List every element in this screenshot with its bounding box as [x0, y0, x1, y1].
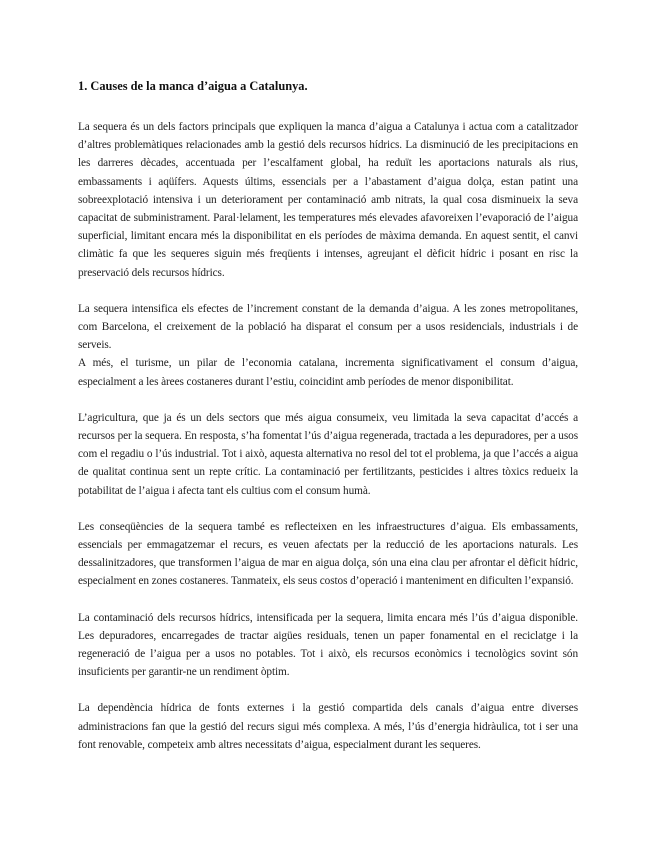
paragraph-infrastructure — [78, 518, 578, 591]
paragraph-text: La dependència hídrica de fonts externes i la gestió compartida dels canals d’aigua entre diverses administracions fan que la gestió del recurs sigui més complexa. A més, l’ús d’energia hidràulica, tot i ser una font renovable, competeix amb altres necessitats d’aigua, especialment durant les sequeres. — [78, 702, 578, 751]
paragraph-drought — [78, 118, 578, 282]
paragraph-dependency — [78, 699, 578, 754]
paragraph-contamination — [78, 609, 578, 682]
paragraph-agriculture — [78, 409, 578, 500]
paragraph-text: A més, el turisme, un pilar de l’economia catalana, incrementa significativament el consum d’aigua, especialment a les àrees costaneres durant l’estiu, coincidint amb períodes de menor disponibilitat. — [78, 357, 578, 388]
paragraph-demand — [78, 300, 578, 391]
paragraph-text: Les conseqüències de la sequera també es reflecteixen en les infraestructures d’aigua. Els embassaments, essencials per emmagatzemar el recurs, es veuen afectats per la reducció de les aportacions naturals. Les dessalinitzadores, que transformen l’aigua de mar en aigua dolça, són una eina clau per afrontar el dèficit hídric, especialment en zones costaneres. Tanmateix, els seus costos d’operació i manteniment en dificulten l’expansió. — [78, 520, 578, 588]
section-heading: 1. Causes de la manca d’aigua a Catalunya. — [78, 79, 308, 93]
paragraph-text: La sequera és un dels factors principals que expliquen la manca d’aigua a Catalunya i actua com a catalitzador d’altres problemàtiques relacionades amb la gestió dels recursos hídrics. La disminució de les precipitacions en les darreres dècades, accentuada per l’escalfament global, ha reduït les aportacions naturals als rius, embassaments i aqüífers. Aquests últims, essencials per a l’abastament d’aigua dolça, estan patint una sobreexplotació intensiva i un deteriorament per contaminació amb nitrats, la qual cosa disminueix la seva capacitat de subministrament. Paral·lelament, les temperatures més elevades afavoreixen l’evaporació de l’aigua superficial, limitant encara més la disponibilitat en els períodes de màxima demanda. En aquest sentit, el canvi climàtic fa que les sequeres siguin més freqüents i intenses, agreujant el dèficit hídric i posant en risc la preservació dels recursos hídrics. — [78, 121, 578, 279]
paragraph-text: L’agricultura, que ja és un dels sectors que més aigua consumeix, veu limitada la seva capacitat d’accés a recursos per la sequera. En resposta, s’ha fomentat l’ús d’aigua regenerada, tractada a les depuradores, per a usos com el regadiu o l’ús industrial. Tot i això, aquesta alternativa no resol del tot el problema, ja que l’accés a aigua de qualitat continua sent un repte crític. La contaminació per fertilitzants, pesticides i altres tòxics redueix la potabilitat de l’aigua i afecta tant els cultius com el consum humà. — [78, 411, 578, 497]
paragraph-text: La sequera intensifica els efectes de l’increment constant de la demanda d’aigua. A les zones metropolitanes, com Barcelona, el creixement de la població ha disparat el consum per a usos residencials, industrials i de serveis. — [78, 302, 578, 352]
paragraph-text: La contaminació dels recursos hídrics, intensificada per la sequera, limita encara més l’ús d’aigua disponible. Les depuradores, encarregades de tractar aigües residuals, tenen un paper fonamental en el reciclatge i la regeneració de l’aigua per a usos no potables. Tot i això, els recursos econòmics i tecnològics sovint són insuficients per garantir-ne un rendiment òptim. — [78, 611, 578, 679]
document-page — [78, 78, 578, 772]
